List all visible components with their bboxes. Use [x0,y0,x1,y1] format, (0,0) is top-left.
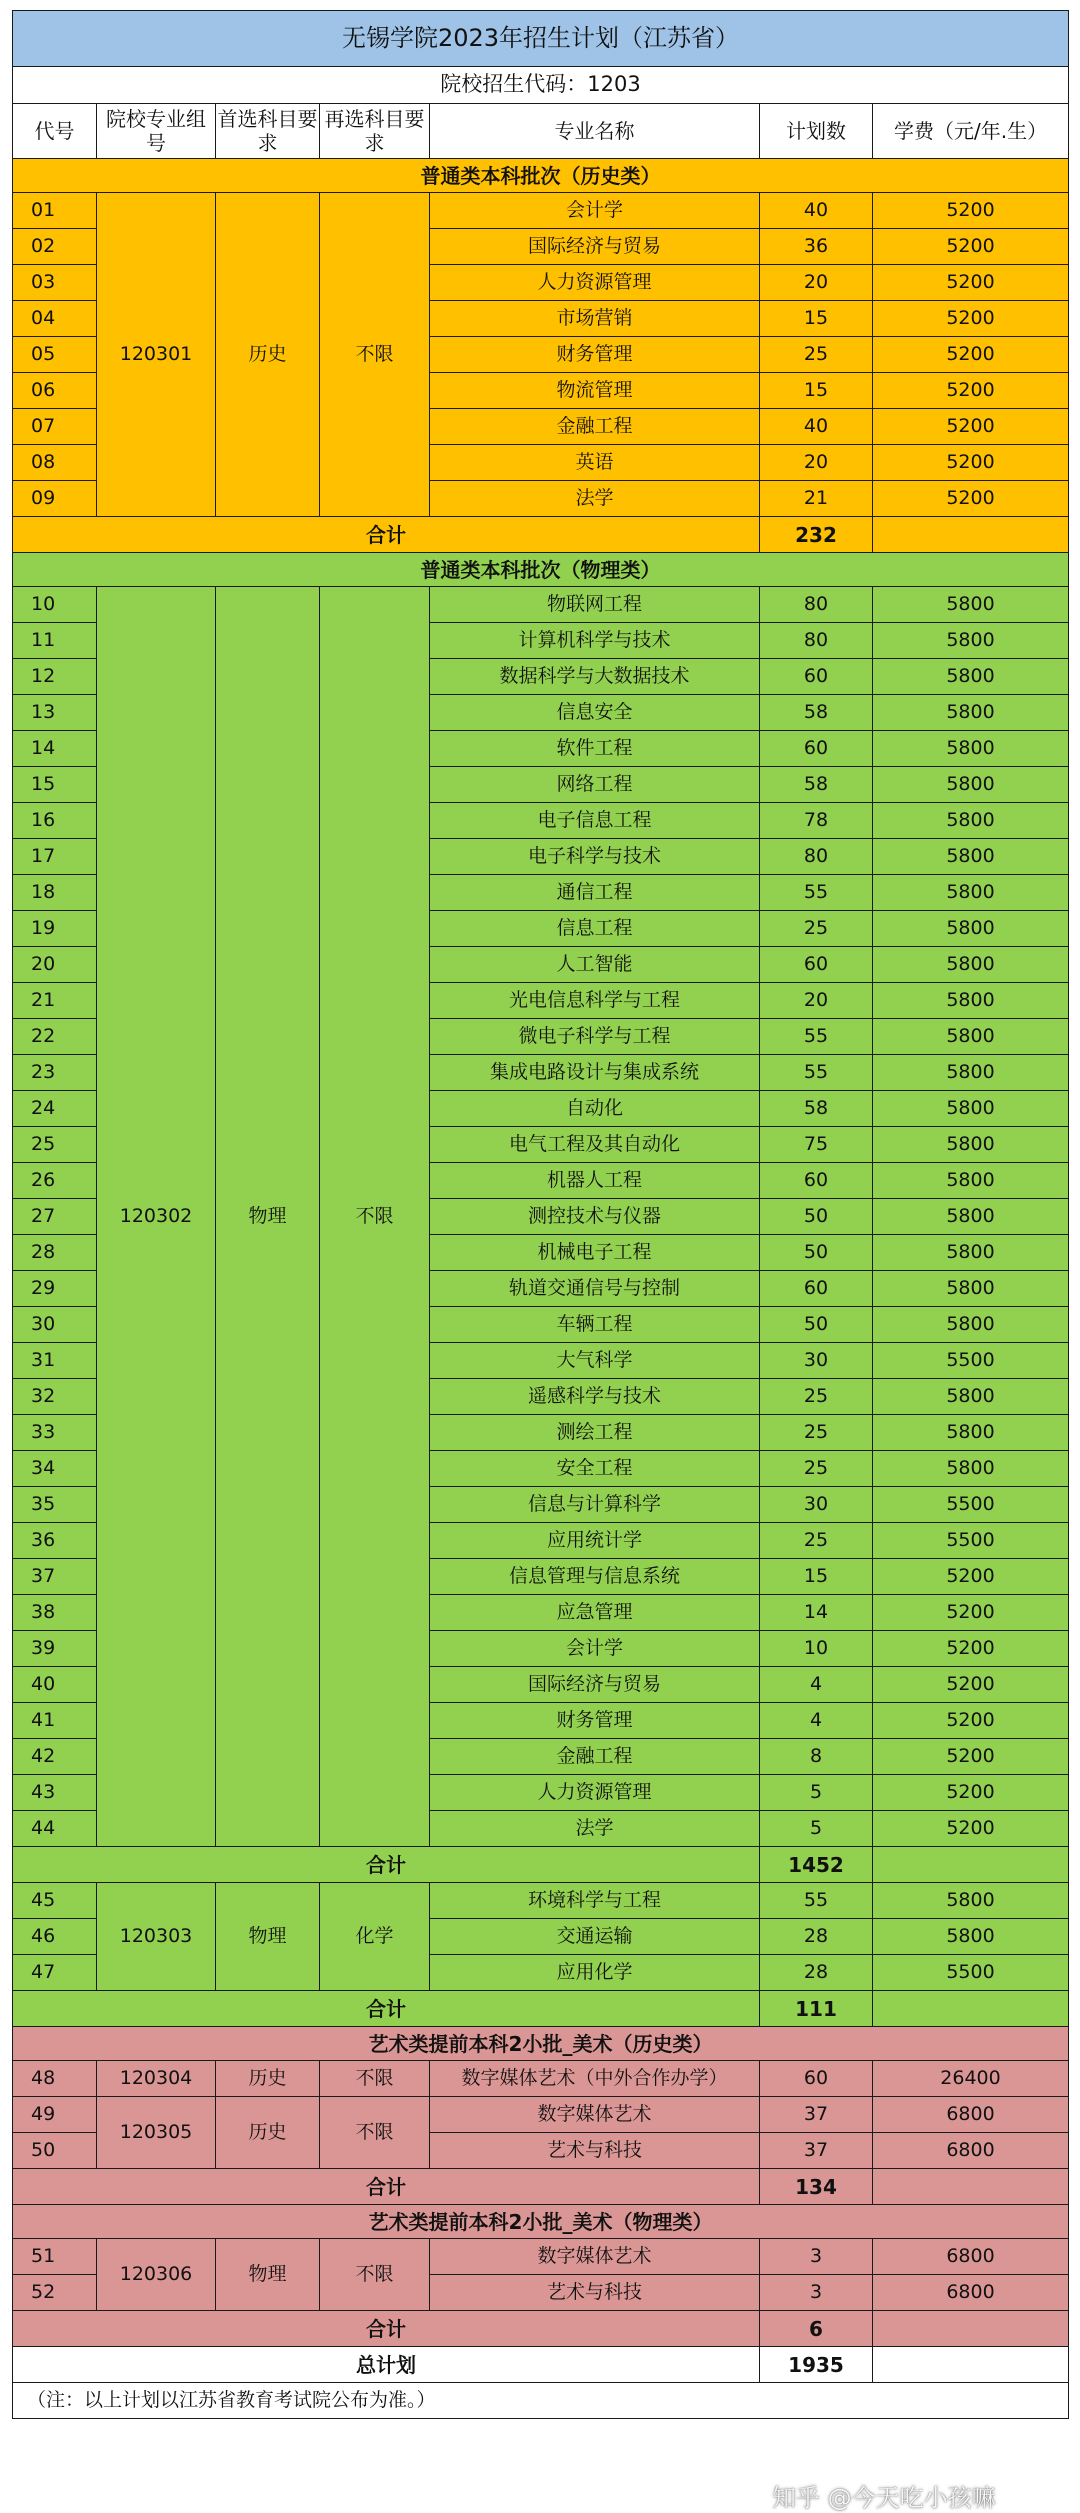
major-cell: 轨道交通信号与控制 [430,1271,760,1307]
fee-cell: 5800 [873,1055,1069,1091]
major-cell: 法学 [430,1811,760,1847]
first-subject-cell: 历史 [216,2061,320,2097]
major-cell: 信息工程 [430,911,760,947]
second-subject-cell: 不限 [320,193,430,517]
fee-cell: 6800 [873,2275,1069,2311]
major-cell: 车辆工程 [430,1307,760,1343]
plan-cell: 25 [760,337,873,373]
section-phys [13,553,1069,2027]
group-code-cell: 120303 [97,1883,216,1991]
plan-cell: 80 [760,587,873,623]
plan-cell: 60 [760,1271,873,1307]
code-cell: 16 [13,803,97,839]
section-title: 普通类本科批次（历史类） [13,159,1069,193]
subtotal-value: 111 [760,1991,873,2027]
fee-cell: 5800 [873,1271,1069,1307]
plan-cell: 20 [760,445,873,481]
fee-cell: 5800 [873,1163,1069,1199]
major-cell: 交通运输 [430,1919,760,1955]
major-cell: 应用化学 [430,1955,760,1991]
major-cell: 国际经济与贸易 [430,1667,760,1703]
code-cell: 28 [13,1235,97,1271]
plan-cell: 55 [760,1019,873,1055]
plan-cell: 80 [760,839,873,875]
code-cell: 27 [13,1199,97,1235]
subtotal-value: 232 [760,517,873,553]
major-cell: 应用统计学 [430,1523,760,1559]
table-row [13,193,1069,229]
code-cell: 50 [13,2133,97,2169]
code-cell: 44 [13,1811,97,1847]
major-cell: 电气工程及其自动化 [430,1127,760,1163]
table-row [13,587,1069,623]
fee-cell: 26400 [873,2061,1069,2097]
plan-cell: 60 [760,1163,873,1199]
major-cell: 应急管理 [430,1595,760,1631]
plan-cell: 25 [760,1415,873,1451]
plan-cell: 25 [760,1523,873,1559]
code-cell: 34 [13,1451,97,1487]
major-cell: 数字媒体艺术（中外合作办学） [430,2061,760,2097]
code-cell: 05 [13,337,97,373]
plan-cell: 78 [760,803,873,839]
fee-cell: 5200 [873,1631,1069,1667]
page-title: 无锡学院2023年招生计划（江苏省） [13,11,1069,67]
group-code-cell: 120306 [97,2239,216,2311]
plan-cell: 50 [760,1307,873,1343]
fee-cell: 5500 [873,1343,1069,1379]
fee-cell: 6800 [873,2133,1069,2169]
major-cell: 集成电路设计与集成系统 [430,1055,760,1091]
major-cell: 微电子科学与工程 [430,1019,760,1055]
fee-cell: 5800 [873,623,1069,659]
plan-cell: 3 [760,2239,873,2275]
fee-cell: 5800 [873,1415,1069,1451]
plan-cell: 5 [760,1811,873,1847]
section-header-row [13,159,1069,193]
subtotal-label: 合计 [13,517,760,553]
note-row [13,2383,1069,2419]
second-subject-cell: 化学 [320,1883,430,1991]
code-cell: 31 [13,1343,97,1379]
fee-cell: 5800 [873,839,1069,875]
major-cell: 测绘工程 [430,1415,760,1451]
fee-cell: 5200 [873,373,1069,409]
fee-cell: 5200 [873,301,1069,337]
major-cell: 大气科学 [430,1343,760,1379]
fee-cell: 5500 [873,1523,1069,1559]
code-cell: 11 [13,623,97,659]
major-cell: 英语 [430,445,760,481]
header-group-code: 院校专业组号 [97,104,216,159]
code-cell: 30 [13,1307,97,1343]
fee-cell: 5800 [873,947,1069,983]
plan-cell: 3 [760,2275,873,2311]
first-subject-cell: 历史 [216,2097,320,2169]
code-cell: 24 [13,1091,97,1127]
plan-cell: 30 [760,1343,873,1379]
code-cell: 39 [13,1631,97,1667]
section-title: 普通类本科批次（物理类） [13,553,1069,587]
grand-total-empty [873,2347,1069,2383]
major-cell: 国际经济与贸易 [430,229,760,265]
institution-code: 院校招生代码：1203 [13,67,1069,104]
code-cell: 06 [13,373,97,409]
code-cell: 42 [13,1739,97,1775]
table-row [13,2061,1069,2097]
code-cell: 37 [13,1559,97,1595]
header-first-subject: 首选科目要求 [216,104,320,159]
fee-cell: 5200 [873,1775,1069,1811]
plan-cell: 55 [760,1055,873,1091]
code-cell: 07 [13,409,97,445]
plan-cell: 25 [760,1379,873,1415]
subtotal-label: 合计 [13,1847,760,1883]
major-cell: 会计学 [430,1631,760,1667]
fee-cell: 5200 [873,1703,1069,1739]
code-cell: 09 [13,481,97,517]
code-cell: 23 [13,1055,97,1091]
first-subject-cell: 历史 [216,193,320,517]
major-cell: 数据科学与大数据技术 [430,659,760,695]
plan-cell: 20 [760,983,873,1019]
major-cell: 市场营销 [430,301,760,337]
grand-total-row [13,2347,1069,2383]
fee-cell: 5800 [873,1199,1069,1235]
code-cell: 33 [13,1415,97,1451]
major-cell: 安全工程 [430,1451,760,1487]
institution-code-row [13,67,1069,104]
major-cell: 数字媒体艺术 [430,2239,760,2275]
code-cell: 26 [13,1163,97,1199]
code-cell: 14 [13,731,97,767]
plan-cell: 60 [760,731,873,767]
fee-cell: 5800 [873,767,1069,803]
major-cell: 金融工程 [430,1739,760,1775]
plan-cell: 28 [760,1955,873,1991]
table-footer [13,2347,1069,2419]
code-cell: 03 [13,265,97,301]
major-cell: 财务管理 [430,1703,760,1739]
fee-cell: 5800 [873,587,1069,623]
fee-cell: 5200 [873,229,1069,265]
section-header-row [13,2027,1069,2061]
subtotal-label: 合计 [13,2169,760,2205]
section-arth [13,2027,1069,2205]
group-code-cell: 120305 [97,2097,216,2169]
section-title: 艺术类提前本科2小批_美术（历史类） [13,2027,1069,2061]
code-cell: 38 [13,1595,97,1631]
subtotal-value: 1452 [760,1847,873,1883]
fee-cell: 5800 [873,1451,1069,1487]
major-cell: 物联网工程 [430,587,760,623]
subtotal-empty [873,1847,1069,1883]
fee-cell: 5200 [873,1739,1069,1775]
major-cell: 金融工程 [430,409,760,445]
subtotal-empty [873,517,1069,553]
fee-cell: 5800 [873,1127,1069,1163]
fee-cell: 5800 [873,695,1069,731]
major-cell: 人力资源管理 [430,1775,760,1811]
section-artp [13,2205,1069,2347]
major-cell: 信息安全 [430,695,760,731]
fee-cell: 5500 [873,1955,1069,1991]
fee-cell: 5800 [873,659,1069,695]
major-cell: 机器人工程 [430,1163,760,1199]
fee-cell: 5800 [873,911,1069,947]
code-cell: 04 [13,301,97,337]
plan-cell: 58 [760,1091,873,1127]
major-cell: 会计学 [430,193,760,229]
plan-cell: 58 [760,767,873,803]
plan-cell: 36 [760,229,873,265]
plan-cell: 25 [760,911,873,947]
plan-cell: 30 [760,1487,873,1523]
fee-cell: 5200 [873,481,1069,517]
grand-total-value: 1935 [760,2347,873,2383]
fee-cell: 5200 [873,445,1069,481]
major-cell: 物流管理 [430,373,760,409]
code-cell: 45 [13,1883,97,1919]
code-cell: 48 [13,2061,97,2097]
subtotal-empty [873,2169,1069,2205]
plan-cell: 15 [760,373,873,409]
code-cell: 40 [13,1667,97,1703]
major-cell: 遥感科学与技术 [430,1379,760,1415]
plan-cell: 55 [760,875,873,911]
group-code-cell: 120304 [97,2061,216,2097]
code-cell: 21 [13,983,97,1019]
plan-cell: 14 [760,1595,873,1631]
plan-cell: 8 [760,1739,873,1775]
subtotal-empty [873,1991,1069,2027]
major-cell: 数字媒体艺术 [430,2097,760,2133]
subtotal-value: 6 [760,2311,873,2347]
second-subject-cell: 不限 [320,2061,430,2097]
fee-cell: 5200 [873,1811,1069,1847]
code-cell: 20 [13,947,97,983]
code-cell: 12 [13,659,97,695]
fee-cell: 5800 [873,1379,1069,1415]
code-cell: 43 [13,1775,97,1811]
group-code-cell: 120301 [97,193,216,517]
header-row [13,104,1069,159]
major-cell: 电子信息工程 [430,803,760,839]
second-subject-cell: 不限 [320,587,430,1847]
first-subject-cell: 物理 [216,587,320,1847]
code-cell: 29 [13,1271,97,1307]
code-cell: 49 [13,2097,97,2133]
major-cell: 光电信息科学与工程 [430,983,760,1019]
major-cell: 机械电子工程 [430,1235,760,1271]
group-code-cell: 120302 [97,587,216,1847]
fee-cell: 5800 [873,803,1069,839]
plan-cell: 15 [760,1559,873,1595]
plan-cell: 10 [760,1631,873,1667]
plan-cell: 20 [760,265,873,301]
code-cell: 15 [13,767,97,803]
subtotal-row [13,1991,1069,2027]
fee-cell: 5200 [873,1667,1069,1703]
major-cell: 电子科学与技术 [430,839,760,875]
plan-cell: 4 [760,1703,873,1739]
grand-total-label: 总计划 [13,2347,760,2383]
plan-cell: 25 [760,1451,873,1487]
code-cell: 02 [13,229,97,265]
enrollment-plan-sheet [12,10,1069,2512]
plan-cell: 60 [760,659,873,695]
code-cell: 17 [13,839,97,875]
title-row [13,11,1069,67]
fee-cell: 5200 [873,337,1069,373]
major-cell: 自动化 [430,1091,760,1127]
subtotal-label: 合计 [13,2311,760,2347]
major-cell: 人工智能 [430,947,760,983]
plan-cell: 50 [760,1235,873,1271]
major-cell: 艺术与科技 [430,2275,760,2311]
second-subject-cell: 不限 [320,2097,430,2169]
fee-cell: 5200 [873,193,1069,229]
plan-cell: 60 [760,2061,873,2097]
major-cell: 人力资源管理 [430,265,760,301]
fee-cell: 5200 [873,1595,1069,1631]
plan-cell: 80 [760,623,873,659]
fee-cell: 5200 [873,1559,1069,1595]
code-cell: 35 [13,1487,97,1523]
header-fee: 学费（元/年.生） [873,104,1069,159]
section-hist [13,159,1069,553]
section-header-row [13,553,1069,587]
code-cell: 10 [13,587,97,623]
code-cell: 19 [13,911,97,947]
major-cell: 信息与计算科学 [430,1487,760,1523]
header-major: 专业名称 [430,104,760,159]
plan-cell: 37 [760,2133,873,2169]
fee-cell: 5800 [873,1883,1069,1919]
fee-cell: 5800 [873,1307,1069,1343]
header-code: 代号 [13,104,97,159]
code-cell: 52 [13,2275,97,2311]
plan-cell: 21 [760,481,873,517]
fee-cell: 5800 [873,875,1069,911]
major-cell: 艺术与科技 [430,2133,760,2169]
fee-cell: 5800 [873,731,1069,767]
plan-cell: 55 [760,1883,873,1919]
first-subject-cell: 物理 [216,2239,320,2311]
major-cell: 计算机科学与技术 [430,623,760,659]
fee-cell: 5200 [873,409,1069,445]
plan-cell: 50 [760,1199,873,1235]
section-title: 艺术类提前本科2小批_美术（物理类） [13,2205,1069,2239]
plan-cell: 40 [760,409,873,445]
plan-cell: 75 [760,1127,873,1163]
first-subject-cell: 物理 [216,1883,320,1991]
code-cell: 01 [13,193,97,229]
plan-cell: 5 [760,1775,873,1811]
major-cell: 测控技术与仪器 [430,1199,760,1235]
enrollment-plan-table [12,10,1069,2419]
code-cell: 51 [13,2239,97,2275]
code-cell: 46 [13,1919,97,1955]
fee-cell: 5800 [873,1019,1069,1055]
fee-cell: 6800 [873,2239,1069,2275]
plan-cell: 4 [760,1667,873,1703]
major-cell: 通信工程 [430,875,760,911]
code-cell: 25 [13,1127,97,1163]
major-cell: 软件工程 [430,731,760,767]
subtotal-row [13,2169,1069,2205]
fee-cell: 5800 [873,1235,1069,1271]
fee-cell: 5200 [873,265,1069,301]
plan-cell: 28 [760,1919,873,1955]
subtotal-empty [873,2311,1069,2347]
code-cell: 36 [13,1523,97,1559]
header-second-subject: 再选科目要求 [320,104,430,159]
subtotal-row [13,2311,1069,2347]
major-cell: 网络工程 [430,767,760,803]
subtotal-row [13,517,1069,553]
plan-cell: 58 [760,695,873,731]
fee-cell: 5800 [873,983,1069,1019]
footnote: （注：以上计划以江苏省教育考试院公布为准。） [13,2383,1069,2419]
subtotal-value: 134 [760,2169,873,2205]
fee-cell: 5500 [873,1487,1069,1523]
table-row [13,2239,1069,2275]
watermark: 知乎 @今天吃小孩嘛 [772,2484,996,2512]
fee-cell: 5800 [873,1091,1069,1127]
code-cell: 08 [13,445,97,481]
table-row [13,2097,1069,2133]
plan-cell: 37 [760,2097,873,2133]
fee-cell: 6800 [873,2097,1069,2133]
major-cell: 信息管理与信息系统 [430,1559,760,1595]
subtotal-label: 合计 [13,1991,760,2027]
code-cell: 47 [13,1955,97,1991]
code-cell: 13 [13,695,97,731]
major-cell: 环境科学与工程 [430,1883,760,1919]
code-cell: 22 [13,1019,97,1055]
plan-cell: 40 [760,193,873,229]
section-header-row [13,2205,1069,2239]
fee-cell: 5800 [873,1919,1069,1955]
code-cell: 18 [13,875,97,911]
second-subject-cell: 不限 [320,2239,430,2311]
major-cell: 财务管理 [430,337,760,373]
header-plan: 计划数 [760,104,873,159]
plan-cell: 15 [760,301,873,337]
subtotal-row [13,1847,1069,1883]
major-cell: 法学 [430,481,760,517]
code-cell: 41 [13,1703,97,1739]
table-row [13,1883,1069,1919]
plan-cell: 60 [760,947,873,983]
code-cell: 32 [13,1379,97,1415]
